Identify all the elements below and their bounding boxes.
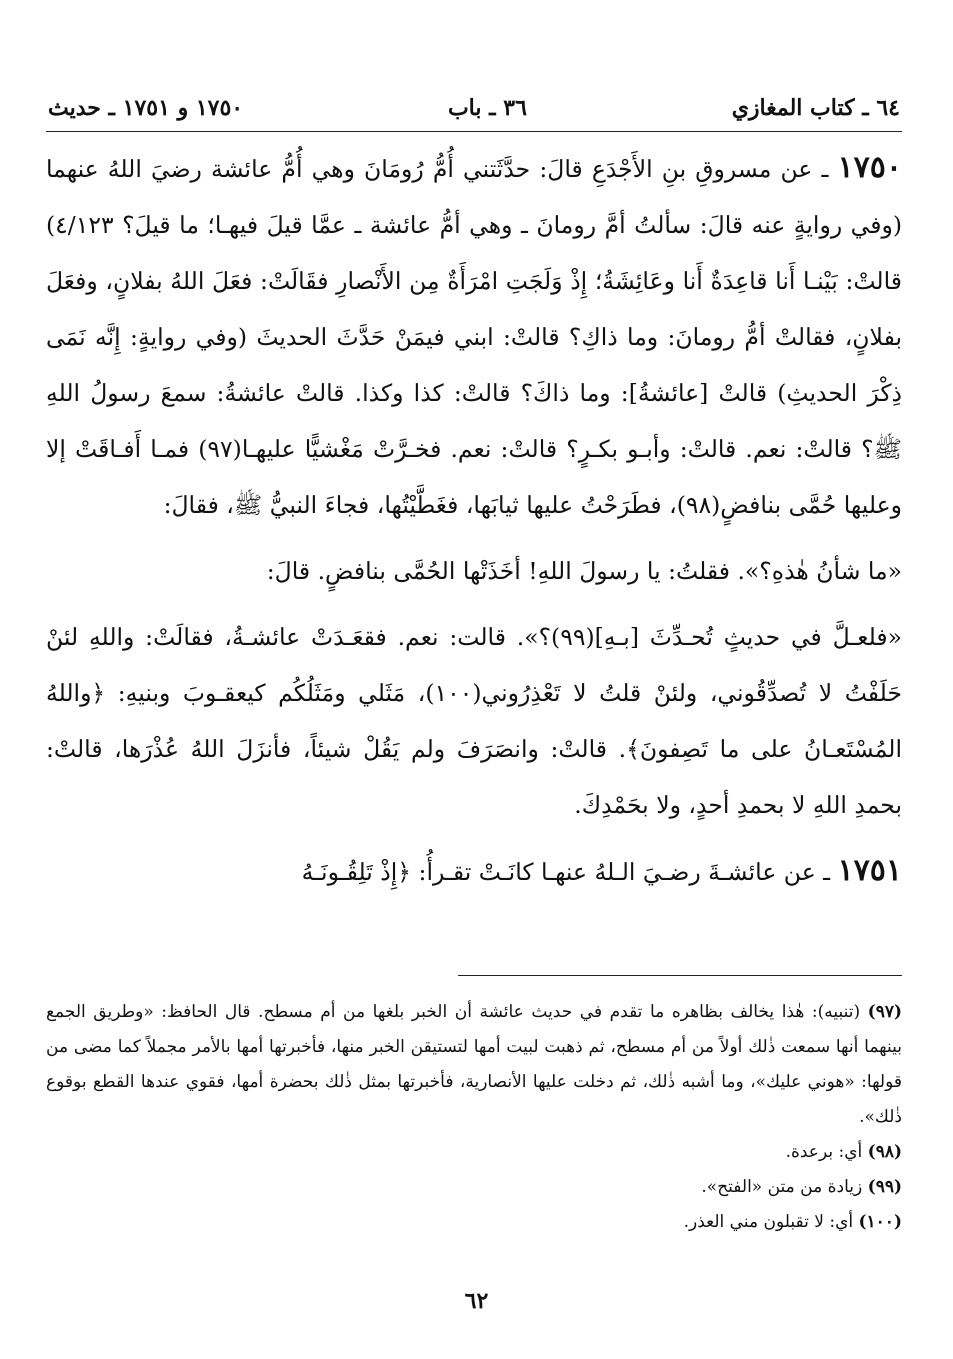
footnote-number: (٩٩) [867, 1177, 902, 1197]
footnote-number: (٩٨) [867, 1142, 902, 1162]
hadith-text: ـ عن عائشـةَ رضـيَ الـلهُ عنهـا كانَـتْ تقـرأُ: ﴿إِذْ تَلِقُـونَـهُ [301, 858, 838, 886]
footnote-98 [46, 1135, 902, 1170]
header-rule [46, 131, 902, 132]
hadith-1750-para-3: «فلعـلَّ في حديثٍ تُحـدِّثَ [بـهِ](٩٩)؟». قالت: نعم. فقعَـدَتْ عائشـةُ، فقالَتْ: واللهِ لئنْ حَلَفْتُ لا تُصدِّقُوني، ولئنْ قلتُ لا تَعْذِرُوني(١٠٠)، مَثَلي ومَثَلُكُم كيعقـوبَ وبنيهِ: ﴿واللهُ المُسْتَعـانُ على ما تَصِفونَ﴾. قالتْ: وانصَرَفَ ولم يَقُلْ شيئاً، فأنزَلَ اللهُ عُذْرَها، قالتْ: بحمدِ اللهِ لا بحمدِ أحدٍ، ولا بحَمْدِكَ. [46, 623, 902, 819]
hadith-1751 [46, 843, 902, 900]
main-text [46, 140, 902, 900]
header-book-title: ٦٤ ـ كتاب المغازي [731, 95, 900, 121]
hadith-text: ـ عن مسروقِ بنِ الأَجْدَعِ قالَ: حدَّثَتني أُمُّ رُومَانَ وهي أُمُّ عائشة رضيَ اللهُ عنهما (وفي روايةٍ عنه قالَ: سألتُ أمَّ رومانَ ـ وهي أمُّ عائشة ـ عمَّا قيلَ فيهـا؛ ما قيلَ؟ ٤/١٢٣) قالتْ: بَيْنـا أَنا قاعِدَةٌ أَنا وعَائِشَةُ؛ إِذْ وَلَجَتِ امْرَأَةٌ مِن الأَنْصارِ فقَالَتْ: فعَلَ اللهُ بفلانٍ، وفعَلَ بفلانٍ، فقالتْ أمُّ رومانَ: وما ذاكِ؟ قالتْ: ابني فيمَنْ حَدَّثَ الحديثَ (وفي روايةٍ: إِنَّه نَمَى ذِكْرَ الحديثِ) قالتْ [عائشةُ]: وما ذاكَ؟ قالتْ: كذا وكذا. قالتْ عائشةُ: سمعَ رسولُ اللهِ ﷺ؟ قالتْ: نعم. قالتْ: وأبـو بكـرٍ؟ قالتْ: نعم. فخـرَّتْ مَغْشيًّا عليهـا(٩٧) فمـا أَفـاقَتْ إلا وعليها حُمَّى بنافضٍ(٩٨)، فطَرَحْتُ عليها ثيابَها، فغَطَّيْتُها، فجاءَ النبيُّ ﷺ، فقالَ: [46, 155, 902, 519]
footnote-text: أي: لا تقبلون مني العذر. [683, 1212, 859, 1232]
footnote-text: زيادة من متن «الفتح». [701, 1177, 868, 1197]
header-chapter: ٣٦ ـ باب [447, 95, 527, 121]
hadith-number: ١٧٥٠ [837, 150, 902, 185]
footnote-number: (١٠٠) [858, 1212, 902, 1232]
hadith-1750-para-1 [46, 140, 902, 533]
hadith-number: ١٧٥١ [837, 853, 902, 888]
footnote-text: (تنبيه): هٰذا يخالف بظاهره ما تقدم في حديث عائشة أن الخبر بلغها من أم مسطح. قال الحافظ: «وطريق الجمع بينهما أنها سمعت ذٰلك أولاً من أم مسطح، ثم ذهبت لبيت أمها لتستيقن الخبر منها، فأخبرتها أمها بالأمر مجملاً كما مضى من قولها: «هوني عليك»، وما أشبه ذٰلك، ثم دخلت عليها الأنصارية، فأخبرتها بمثل ذٰلك بحضرة أمها، فقوي عندها القطع بوقوع ذٰلك». [46, 1002, 902, 1127]
footnote-text: أي: برعدة. [785, 1142, 868, 1162]
running-header [48, 88, 900, 128]
footnote-99 [46, 1170, 902, 1205]
page-number: ٦٢ [464, 1288, 489, 1314]
footnote-rule [458, 975, 902, 976]
footnote-number: (٩٧) [867, 1002, 902, 1022]
hadith-1750-para-2: «ما شأنُ هٰذهِ؟». فقلتُ: يا رسولَ اللهِ! أخَذَتْها الحُمَّى بنافضٍ. قالَ: [266, 557, 902, 585]
footnotes [46, 995, 902, 1240]
footnote-100 [46, 1205, 902, 1240]
footnote-97 [46, 995, 902, 1135]
header-hadith-range: ١٧٥٠ و ١٧٥١ ـ حديث [48, 95, 244, 121]
